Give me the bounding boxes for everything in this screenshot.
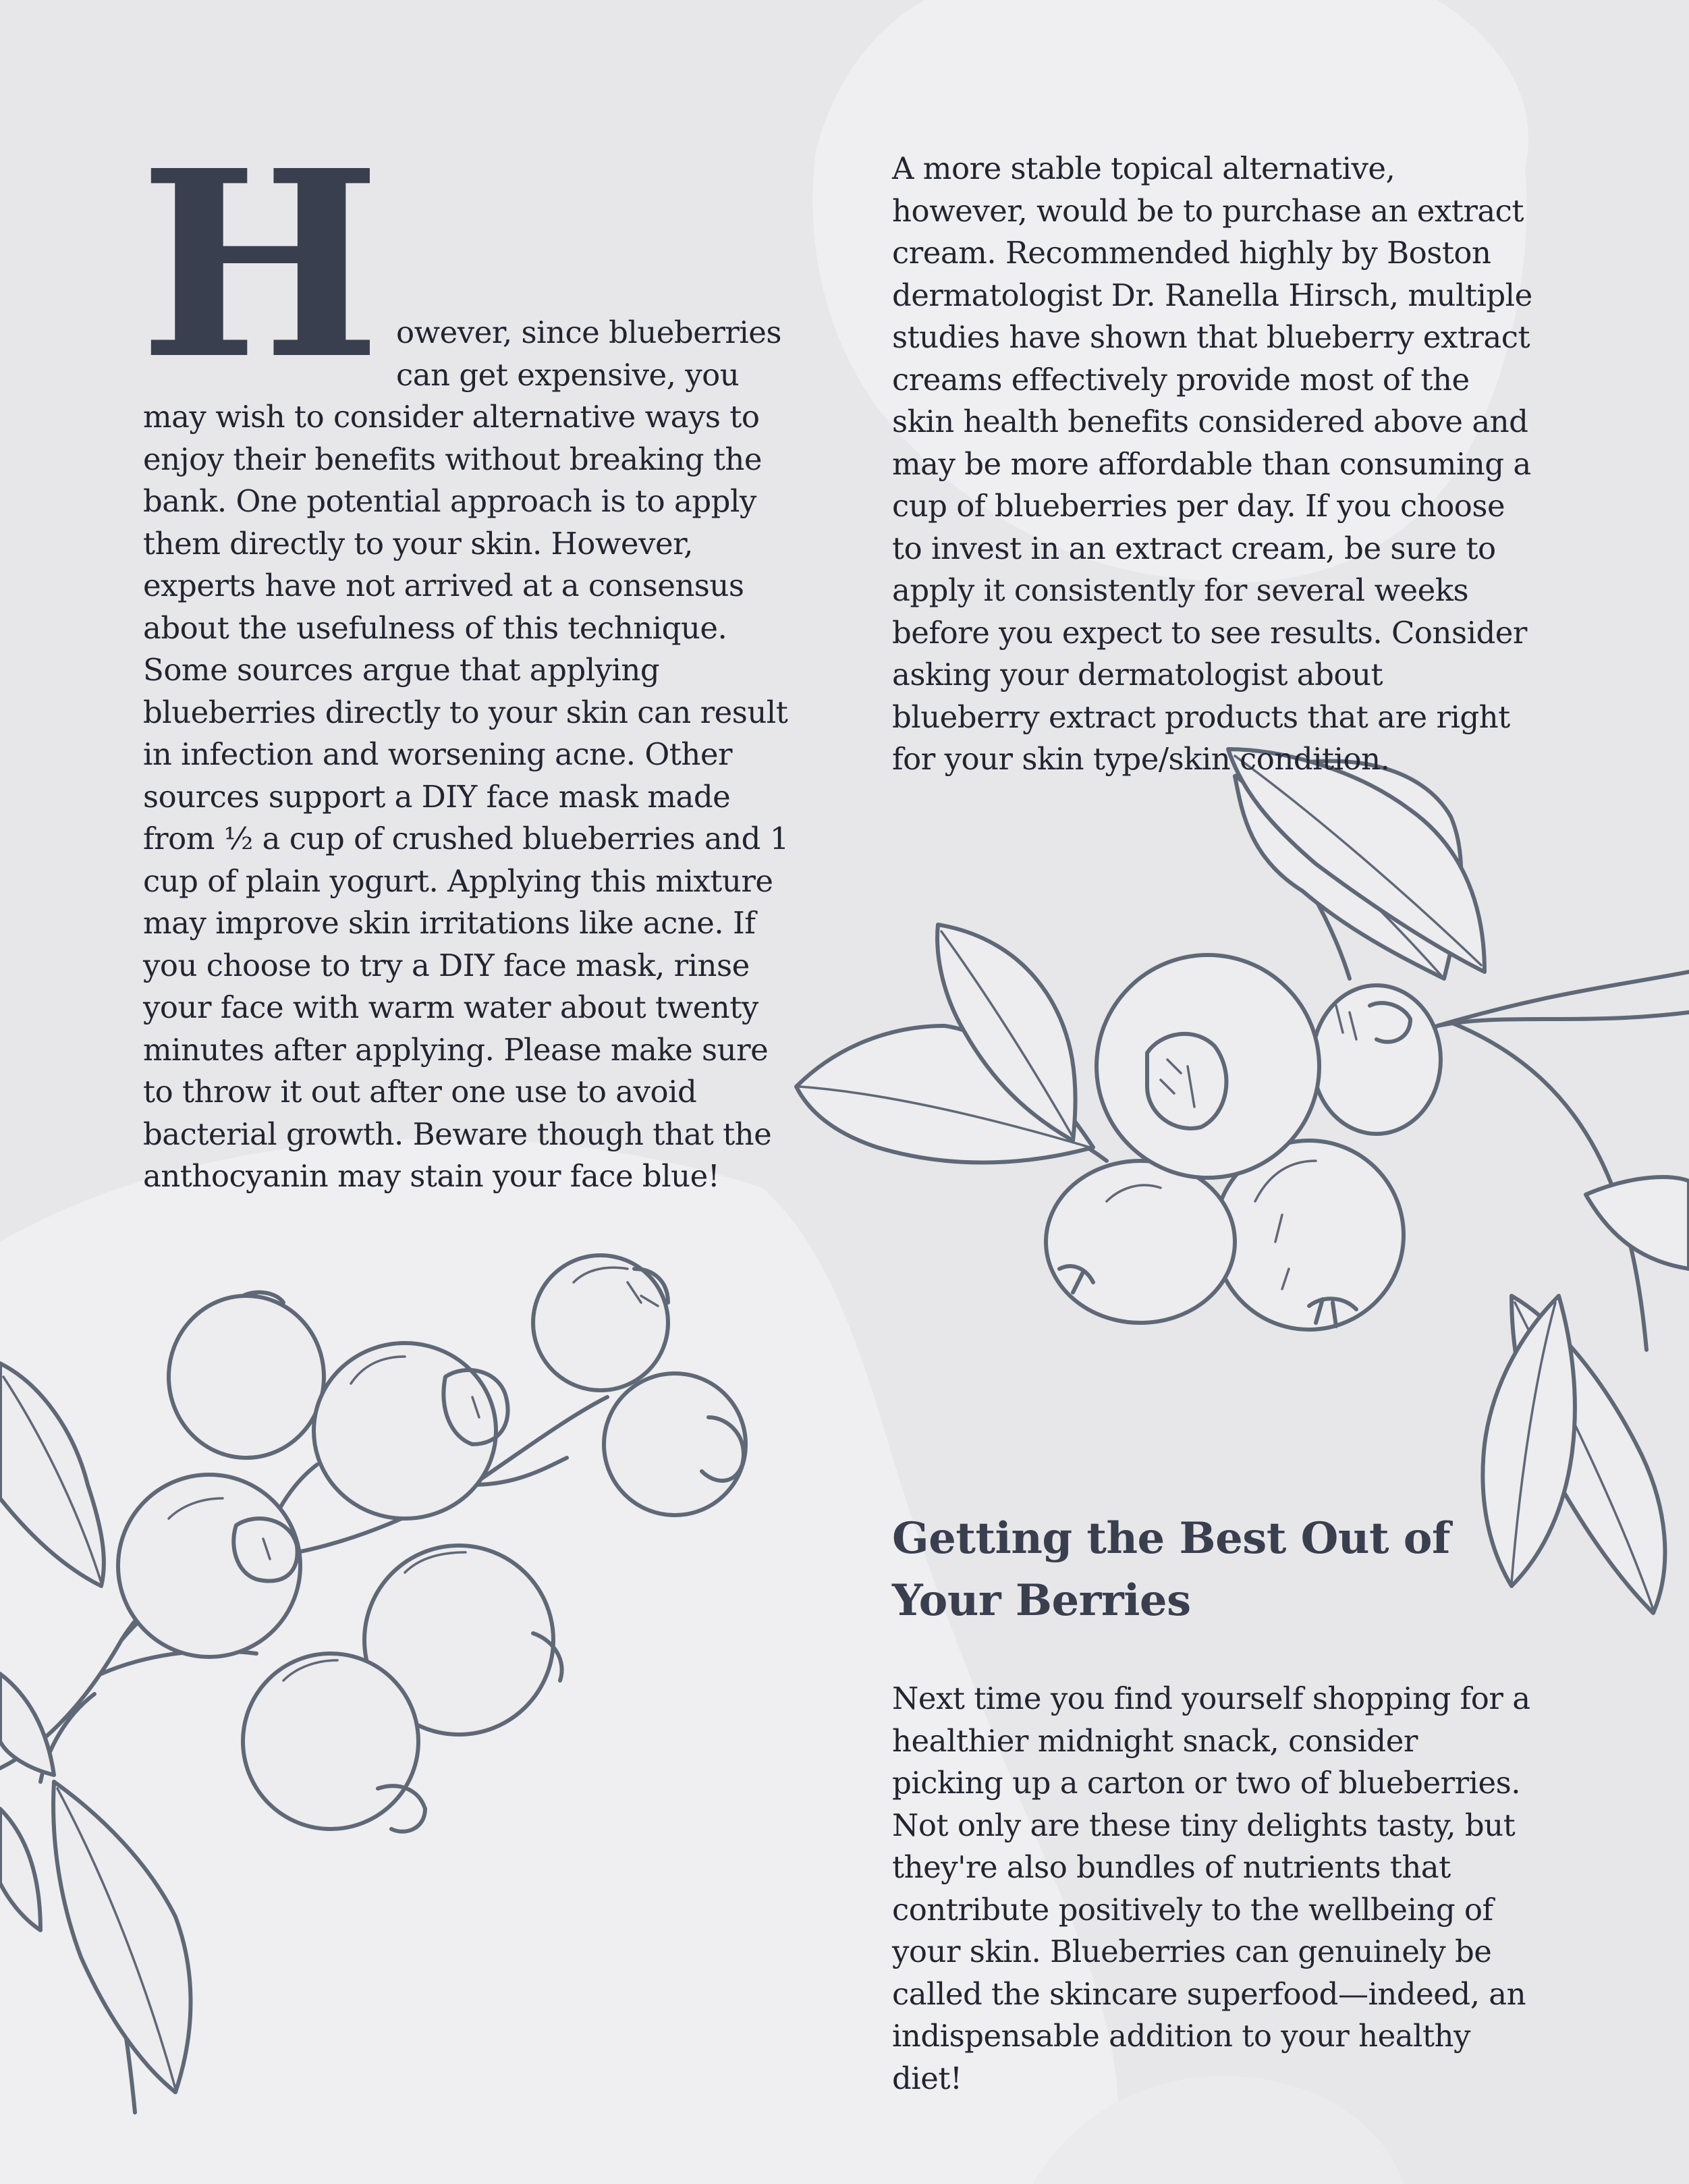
closing-paragraph: Next time you find yourself shopping for a healthier midnight snack, consider picking up a carton or two of blueberries. Not only are these tiny delights tasty, but they're also bundles of nutrients that contribute positively to the wellbeing of your skin. Blueberries can genuinely be called the skincare superfood—indeed, an indispensable addition to your healthy diet! [892, 1681, 1530, 2096]
left-column-body: can get expensive, you may wish to consider alternative ways to enjoy their benefits without breaking the bank. One potential approach is to apply them directly to your skin. However, experts have not arrived at a consensus about the usefulness of this technique. Some sources argue that applying blueberries directly to your skin can result in infection and worsening acne. Other sources support a DIY face mask made from ½ a cup of crushed blueberries and 1 cup of plain yogurt. Applying this mixture may improve skin irritations like acne. If you choose to try a DIY face mask, rinse your face with warm water about twenty minutes after applying. Please make sure to throw it out after one use to avoid bacterial growth. Beware though that the anthocyanin may stain your face blue! [143, 356, 789, 1194]
article-right-column: A more stable topical alternative, however, would be to purchase an extract cream. Recommended highly by Boston dermatologist Dr. Ranella Hirsch, multiple studies have shown that blueberry extract creams effectively provide most of the skin health benefits considered above and may be more affordable than consuming a cup of blueberries per day. If you choose to invest in an extract cream, be sure to apply it consistently for several weeks before you expect to see results. Consider asking your dermatologist about blueberry extract products that are right for your skin type/skin condition. [892, 151, 1532, 777]
article-left-column [139, 114, 791, 1198]
left-column-first-line: owever, since blueberries [396, 315, 782, 350]
drop-cap: H [139, 114, 382, 416]
section-heading: Getting the Best Out of Your Berries [892, 1513, 1450, 1626]
